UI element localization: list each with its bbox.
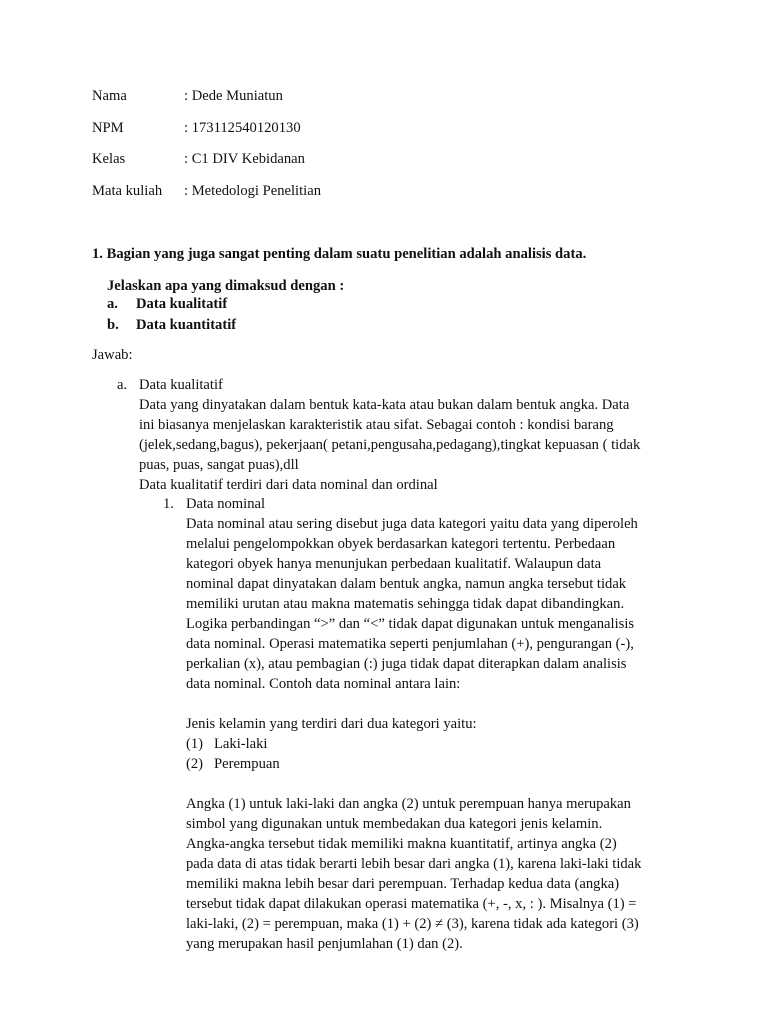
paragraph-line: puas, puas, sangat puas),dll	[139, 457, 299, 473]
question-prompt: Jelaskan apa yang dimaksud dengan :	[107, 278, 345, 294]
item-1-marker: 1.	[163, 496, 174, 512]
section-a-title: Data kualitatif	[139, 377, 223, 393]
paragraph-line: simbol yang digunakan untuk membedakan dua kategori jenis kelamin.	[186, 816, 603, 832]
item-1-title: Data nominal	[186, 496, 266, 512]
option-text: Data kualitatif	[136, 296, 228, 312]
paragraph-line: laki-laki, (2) = perempuan, maka (1) + (2) ≠ (3), karena tidak ada kategori (3)	[186, 916, 639, 932]
paragraph-line: data nominal. Contoh data nominal antara lain:	[186, 676, 461, 692]
answer-label: Jawab:	[92, 347, 133, 363]
option-marker: b.	[107, 317, 119, 333]
info-label: Kelas	[92, 151, 126, 167]
paragraph-line: memiliki makna lebih besar dari perempuan. Terhadap kedua data (angka)	[186, 876, 620, 892]
option-text: Data kuantitatif	[136, 317, 237, 333]
paragraph-line: perkalian (x), atau pembagian (:) juga tidak dapat diterapkan dalam analisis	[186, 656, 627, 672]
info-value: : Metedologi Penelitian	[184, 183, 321, 199]
example-intro: Jenis kelamin yang terdiri dari dua kategori yaitu:	[186, 716, 477, 732]
info-label: Nama	[92, 88, 127, 104]
paragraph-line: memiliki urutan atau makna matematis sehingga tidak dapat dibandingkan.	[186, 596, 625, 612]
info-value: : C1 DIV Kebidanan	[184, 151, 305, 167]
section-a-marker: a.	[117, 377, 128, 393]
item-1-data-nominal	[186, 494, 641, 954]
paragraph-gap	[186, 694, 641, 714]
section-a	[139, 375, 640, 495]
question-option-b	[107, 315, 236, 335]
info-label: NPM	[92, 120, 124, 136]
paragraph-line: (jelek,sedang,bagus), pekerjaan( petani,pengusaha,pedagang),tingkat kepuasan ( tidak	[139, 437, 641, 453]
info-value: : Dede Muniatun	[184, 88, 283, 104]
paragraph-line: Data nominal atau sering disebut juga data kategori yaitu data yang diperoleh	[186, 516, 638, 532]
info-value: : 173112540120130	[184, 120, 301, 136]
paragraph-line: Angka-angka tersebut tidak memiliki makna kuantitatif, artinya angka (2)	[186, 836, 617, 852]
paragraph-line: Logika perbandingan “>” dan “<” tidak dapat digunakan untuk menganalisis	[186, 616, 635, 632]
info-label: Mata kuliah	[92, 183, 163, 199]
example-item: (2) Perempuan	[186, 756, 280, 772]
example-item: (1) Laki-laki	[186, 736, 268, 752]
paragraph-line: yang merupakan hasil penjumlahan (1) dan (2).	[186, 936, 463, 952]
paragraph-line: kategori obyek hanya menunjukan perbedaan kualitatif. Walaupun data	[186, 556, 602, 572]
paragraph-line: pada data di atas tidak berarti lebih besar dari angka (1), karena laki-laki tidak	[186, 856, 642, 872]
paragraph-line: Angka (1) untuk laki-laki dan angka (2) untuk perempuan hanya merupakan	[186, 796, 631, 812]
paragraph-line: melalui pengelompokkan obyek berdasarkan kategori tertentu. Perbedaan	[186, 536, 616, 552]
paragraph-line: Data yang dinyatakan dalam bentuk kata-kata atau bukan dalam bentuk angka. Data	[139, 397, 630, 413]
paragraph-line: tersebut tidak dapat dilakukan operasi matematika (+, -, x, : ). Misalnya (1) =	[186, 896, 637, 912]
question-title: 1. Bagian yang juga sangat penting dalam suatu penelitian adalah analisis data.	[92, 246, 587, 262]
paragraph-gap	[186, 774, 641, 794]
option-marker: a.	[107, 296, 118, 312]
paragraph-line: Data kualitatif terdiri dari data nominal dan ordinal	[139, 477, 438, 493]
paragraph-line: nominal dapat dinyatakan dalam bentuk angka, namun angka tersebut tidak	[186, 576, 627, 592]
question-option-a	[107, 294, 227, 314]
paragraph-line: data nominal. Operasi matematika seperti penjumlahan (+), pengurangan (-),	[186, 636, 634, 652]
paragraph-line: ini biasanya menjelaskan karakteristik atau sifat. Sebagai contoh : kondisi barang	[139, 417, 614, 433]
